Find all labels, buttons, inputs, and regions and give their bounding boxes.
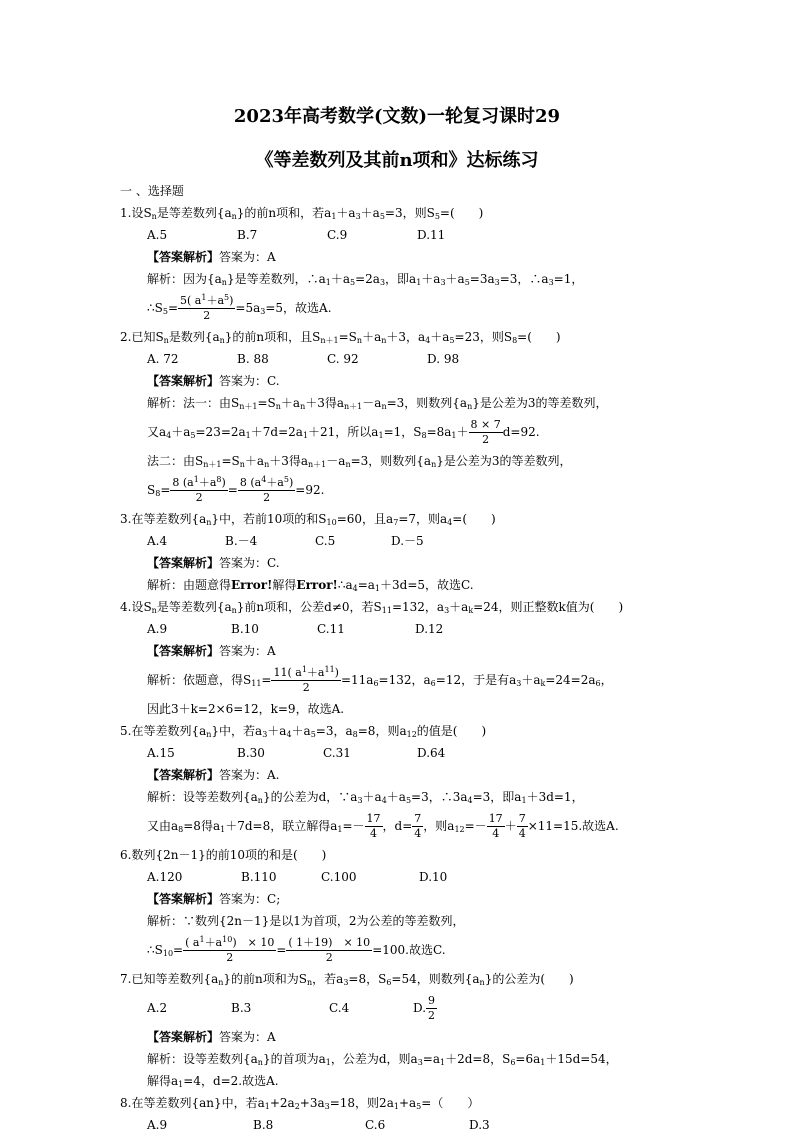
option-b: B.30	[237, 746, 265, 760]
answer-text: 答案为：A.	[219, 768, 280, 782]
question-6-analysis: 解析：∵数列{2n－1}是以1为首项，2为公差的等差数列，	[147, 914, 465, 928]
option-c: C.9	[327, 228, 348, 242]
question-1-analysis-2: $\therefore S_5=$ $\frac{5( a^1+a^5)}{2}$ $=5a_3=5$，故选A.	[147, 293, 332, 322]
answer-label: 【答案解析】	[147, 250, 220, 264]
option-b: B.7	[237, 228, 258, 242]
question-2-analysis-2: 又$a_4+a_5=23=2a_1+7d=2a_1+21$，所以$a_1=1$，$S_8=8a_1+$ $\frac{8 \times 7}{2}$ d=92.	[147, 418, 540, 446]
option-a: A.5	[147, 228, 168, 242]
option-b: B.－4	[225, 534, 258, 548]
option-c: C.31	[323, 746, 351, 760]
option-a: A.15	[147, 746, 175, 760]
option-b: B. 88	[237, 352, 269, 366]
question-4-answer	[120, 640, 680, 662]
option-d	[413, 990, 437, 1026]
question-3-answer	[120, 552, 680, 574]
answer-label: 【答案解析】	[147, 644, 220, 658]
question-4-stem: 4.设$S_n$是等差数列$\{a_n\}$前n项和，公差d≠0，若$S_{11}=132$，$a_3+a_k=24$，则正整数k值为( )	[120, 600, 624, 615]
option-b: B.10	[231, 622, 259, 636]
fraction-denominator: 2	[428, 1009, 436, 1022]
question-1-options	[120, 224, 680, 246]
question-5-answer	[120, 764, 680, 786]
answer-label: 【答案解析】	[147, 892, 220, 906]
option-a: A.4	[147, 534, 168, 548]
question-6-analysis-2: $\therefore S_{10}=$ $\frac{( a^1+a^{10}) \times 10}{2}$ = $\frac{( 1+19) \times 10}{2}$ =100.故选C.	[147, 935, 446, 964]
fraction-numerator: 9	[428, 994, 436, 1007]
question-3-stem: 3.在等差数列$\{a_n\}$中，若前10项的和$S_{10}=60$，且$a_7=7$，则$a_4=$( )	[120, 512, 496, 527]
option-b: B.3	[231, 1001, 252, 1015]
document-body	[120, 180, 680, 1136]
question-6-options	[120, 866, 680, 888]
question-2-options	[120, 348, 680, 370]
question-7-answer	[120, 1026, 680, 1048]
option-b: B.110	[241, 870, 277, 884]
answer-text: 答案为：A	[219, 1030, 276, 1044]
question-4-analysis: 解析：依题意，得$S_{11}=$ $\frac{11( a^1+a^{11})}{2}$ $=11a_6=132$，$a_6=12$，于是有$a_3+a_k=24=2a_6$，	[147, 665, 613, 694]
option-d: D.11	[417, 228, 446, 242]
question-4-options	[120, 618, 680, 640]
option-d: D.－5	[391, 534, 424, 548]
option-d-fraction	[426, 994, 437, 1023]
option-a: A.9	[147, 622, 168, 636]
option-c: C.4	[329, 1001, 350, 1015]
question-2-stem: 2.已知$S_n$是数列$\{a_n\}$的前n项和，且$S_{n+1}=S_n+a_n+3$，$a_4+a_5=23$，则$S_8=$( )	[120, 330, 561, 345]
question-3-options	[120, 530, 680, 552]
option-d: D.64	[417, 746, 446, 760]
option-c: C. 92	[327, 352, 359, 366]
question-8-stem: 8.在等差数列{an}中，若$a_1+2a_2+3a_3=18$，则$2a_1+a_5=$（ ）	[120, 1096, 480, 1111]
option-a: A.2	[147, 1001, 168, 1015]
answer-text: 答案为：A	[219, 250, 276, 264]
question-7-stem: 7.已知等差数列$\{a_n\}$的前n项和为$S_n$，若$a_3=8$，$S_6=54$，则数列$\{a_n\}$的公差为( )	[120, 972, 574, 987]
answer-text: 答案为：C.	[219, 556, 280, 570]
answer-label: 【答案解析】	[147, 556, 220, 570]
answer-label: 【答案解析】	[147, 1030, 220, 1044]
option-d: D.12	[415, 622, 444, 636]
option-a: A. 72	[147, 352, 179, 366]
question-5-stem: 5.在等差数列$\{a_n\}$中，若$a_3+a_4+a_5=3$，$a_8=8$，则$a_{12}$的值是( )	[120, 724, 487, 739]
question-2-answer	[120, 370, 680, 392]
question-1-stem: 1.设$S_n$是等差数列$\{a_n\}$的前n项和，若$a_1+a_3+a_5=3$，则$S_5=$( )	[120, 206, 484, 221]
answer-label: 【答案解析】	[147, 768, 220, 782]
question-6-stem: 6.数列{2n－1}的前10项的和是( )	[120, 848, 327, 862]
question-1-analysis: 解析：因为$\{a_n\}$是等差数列，$\therefore a_1+a_5=2a_3$，即$a_1+a_3+a_5=3a_3=3$，$\therefore a_3=1$，	[147, 272, 584, 287]
answer-text: 答案为：C;	[219, 892, 281, 906]
section-heading: 一 、选择题	[120, 184, 184, 198]
page-title: 2023年高考数学(文数)一轮复习课时29	[233, 106, 561, 127]
question-2-analysis: 解析：法一：由$S_{n+1}=S_n+a_n+3$得$a_{n+1}-a_n=3$，则数列$\{a_n\}$是公差为3的等差数列，	[147, 396, 608, 411]
answer-label: 【答案解析】	[147, 374, 220, 388]
answer-text: 答案为：A	[219, 644, 276, 658]
question-5-analysis-2: 又由$a_8=8$得$a_1+7d=8$，联立解得$a_1=-$ $\frac{17}{4}$ ，d= $\frac{7}{4}$ ，则$a_{12}=-$ $\frac{17}{4}$ ＋ $\frac{7}{4}$ ×11=15.故选A.	[147, 812, 619, 840]
option-c: C.11	[317, 622, 345, 636]
question-7-analysis-2: 解得$a_1=4$，d=2.故选A.	[147, 1074, 279, 1089]
option-c: C.100	[321, 870, 357, 884]
option-d-label: D.	[413, 1001, 427, 1015]
question-7-options	[120, 990, 680, 1026]
question-6-answer	[120, 888, 680, 910]
option-d: D.3	[469, 1118, 490, 1132]
question-5-analysis: 解析：设等差数列$\{a_n\}$的公差为d，$\because a_3+a_4+a_5=3$，$\therefore 3a_4=3$，即$a_1+3d=1$，	[147, 790, 584, 805]
question-2-analysis-4: $S_8=$ $\frac{8 (a^1+a^8)}{2}$ = $\frac{8 (a^4+a^5)}{2}$ =92.	[147, 475, 325, 504]
page-subtitle: 《等差数列及其前n项和》达标练习	[255, 150, 539, 171]
option-c: C.5	[315, 534, 336, 548]
option-d: D.10	[419, 870, 448, 884]
question-2-analysis-3: 法二：由$S_{n+1}=S_n+a_n+3$得$a_{n+1}-a_n=3$，则数列$\{a_n\}$是公差为3的等差数列，	[147, 454, 572, 469]
option-a: A.120	[147, 870, 183, 884]
question-3-analysis: 解析：由题意得Error!解得$Error!\therefore a_4=a_1+3d=5$，故选C.	[147, 578, 474, 593]
question-7-analysis: 解析：设等差数列$\{a_n\}$的首项为$a_1$，公差为d，则$a_3=a_1+2d=8$，$S_6=6a_1+15d=54$，	[147, 1052, 618, 1067]
answer-text: 答案为：C.	[219, 374, 280, 388]
option-a: A.9	[147, 1118, 168, 1132]
option-b: B.8	[253, 1118, 274, 1132]
option-c: C.6	[365, 1118, 386, 1132]
question-4-analysis-2: 因此3＋k=2×6=12，k=9，故选A.	[147, 702, 345, 716]
question-5-options	[120, 742, 680, 764]
question-8-options	[120, 1114, 680, 1136]
question-1-answer	[120, 246, 680, 268]
option-d: D. 98	[427, 352, 460, 366]
